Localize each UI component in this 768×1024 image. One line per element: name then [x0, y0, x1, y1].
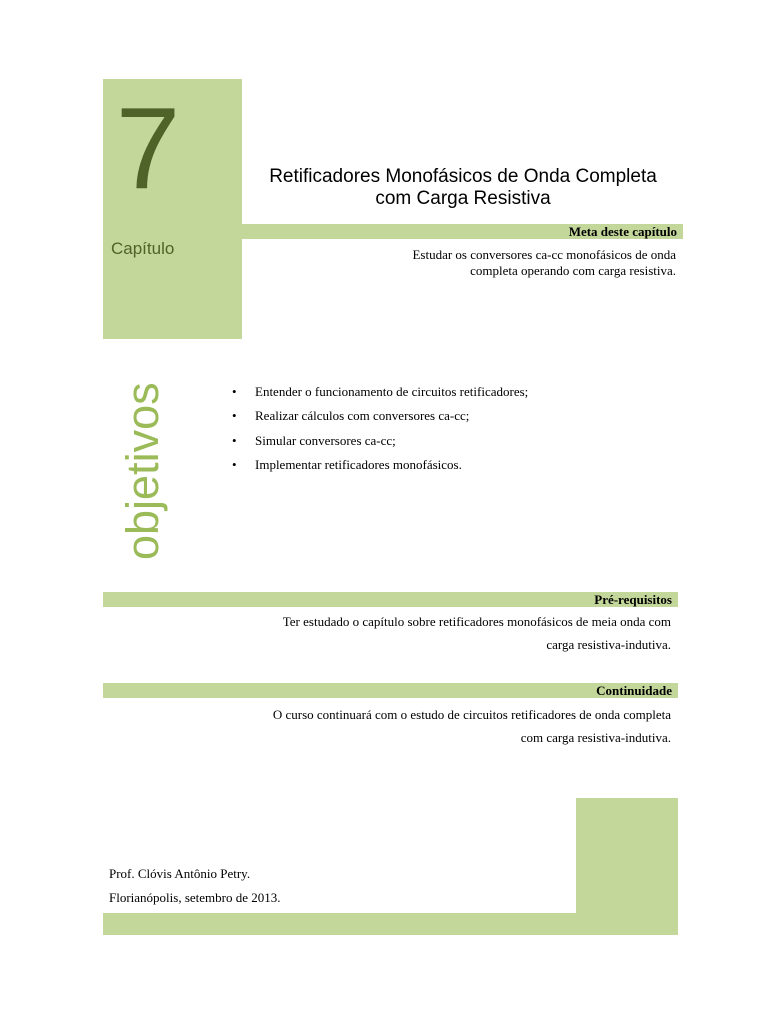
- place-date: Florianópolis, setembro de 2013.: [109, 890, 281, 905]
- prerequisites-heading-band: [103, 592, 678, 607]
- prerequisites-text-line-1: Ter estudado o capítulo sobre retificadores monofásicos de meia onda com: [282, 614, 671, 629]
- meta-text-line-1: Estudar os conversores ca-cc monofásicos de onda: [412, 247, 676, 262]
- continuity-text-line-2: com carga resistiva-indutiva.: [520, 730, 671, 745]
- meta-heading-band: [242, 224, 683, 239]
- chapter-label: Capítulo: [111, 239, 175, 258]
- continuity-text-line-1: O curso continuará com o estudo de circuitos retificadores de onda completa: [272, 707, 671, 722]
- chapter-title: [248, 166, 678, 210]
- objectives-vertical-label: objetivos: [117, 382, 168, 560]
- objective-text: Implementar retificadores monofásicos.: [255, 456, 462, 472]
- author: Prof. Clóvis Antônio Petry.: [109, 866, 251, 881]
- continuity-heading: Continuidade: [596, 683, 672, 698]
- meta-heading: Meta deste capítulo: [568, 224, 677, 239]
- objectives-list: [232, 383, 528, 480]
- prerequisites-text-line-2: carga resistiva-indutiva.: [546, 637, 671, 652]
- objective-text: Simular conversores ca-cc;: [255, 432, 396, 448]
- continuity-heading-band: [103, 683, 678, 698]
- list-item: [232, 383, 528, 407]
- bullet-icon: •: [232, 456, 237, 472]
- footer-band: [103, 913, 678, 935]
- bullet-icon: •: [232, 384, 237, 399]
- chapter-number: 7: [115, 83, 181, 213]
- list-item: [232, 432, 528, 456]
- list-item: [232, 407, 528, 431]
- objective-text: Entender o funcionamento de circuitos retificadores;: [255, 384, 529, 399]
- meta-text: [370, 247, 676, 279]
- meta-text-line-2: completa operando com carga resistiva.: [470, 263, 676, 278]
- prerequisites-heading: Pré-requisitos: [594, 592, 672, 607]
- continuity-text: [200, 703, 671, 749]
- list-item: [232, 456, 528, 480]
- prerequisites-text: [200, 610, 671, 656]
- chapter-title-line-1: Retificadores Monofásicos de Onda Completa: [269, 166, 657, 187]
- chapter-title-line-2: com Carga Resistiva: [375, 188, 551, 209]
- bullet-icon: •: [232, 432, 237, 448]
- objective-text: Realizar cálculos com conversores ca-cc;: [255, 408, 470, 424]
- bullet-icon: •: [232, 408, 237, 424]
